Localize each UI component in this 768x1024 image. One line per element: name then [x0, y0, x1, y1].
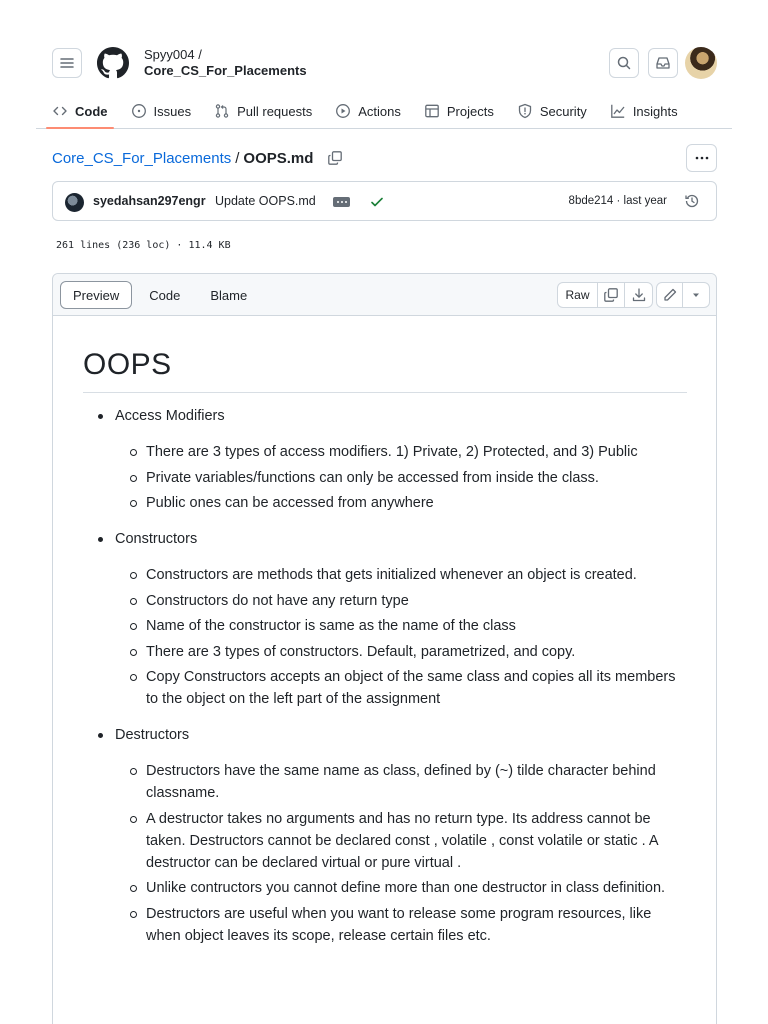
- repo-title[interactable]: [144, 47, 307, 79]
- file-viewer: [52, 273, 717, 1024]
- tab-insights[interactable]: [610, 94, 678, 128]
- tab-insights-label: Insights: [632, 103, 678, 119]
- sub-list: [115, 441, 687, 514]
- list-item: Unlike contructors you cannot define more than one destructor in class definition.: [115, 877, 687, 899]
- tab-actions[interactable]: [335, 94, 401, 128]
- search-button[interactable]: [609, 48, 639, 78]
- repo-nav-tabs: [52, 94, 701, 128]
- section-heading: Constructors: [115, 531, 198, 547]
- code-icon: [52, 103, 68, 119]
- list-item: Private variables/functions can only be accessed from inside the class.: [115, 467, 687, 489]
- commit-author-avatar[interactable]: [65, 193, 84, 212]
- search-icon: [616, 55, 632, 71]
- tab-pull-requests[interactable]: [214, 94, 312, 128]
- kebab-horizontal-icon: [694, 150, 710, 166]
- breadcrumb: [52, 146, 343, 170]
- list-item: There are 3 types of constructors. Default, parametrized, and copy.: [115, 641, 687, 663]
- history-icon[interactable]: [684, 193, 700, 209]
- list-item: There are 3 types of access modifiers. 1) Private, 2) Protected, and 3) Public: [115, 441, 687, 463]
- section-heading: Destructors: [115, 727, 190, 743]
- more-options-button[interactable]: [686, 144, 717, 172]
- tab-pull-requests-label: Pull requests: [237, 103, 313, 119]
- preview-button[interactable]: Preview: [60, 281, 132, 309]
- view-mode-selector: [60, 281, 264, 309]
- section-list: [83, 405, 687, 947]
- expand-commit-button[interactable]: [333, 197, 350, 207]
- tab-code-label: Code: [75, 103, 108, 119]
- breadcrumb-file-name: OOPS.md: [243, 149, 314, 167]
- list-item: Name of the constructor is same as the name of the class: [115, 615, 687, 637]
- file-toolbar: [53, 274, 716, 316]
- copy-icon: [603, 287, 619, 303]
- tab-security-label: Security: [539, 103, 587, 119]
- inbox-icon: [655, 55, 671, 71]
- commit-message[interactable]: Update OOPS.md: [215, 194, 316, 208]
- breadcrumb-repo-link[interactable]: Core_CS_For_Placements: [52, 149, 232, 167]
- list-item: Constructors do not have any return type: [115, 590, 687, 612]
- tab-security[interactable]: [517, 94, 587, 128]
- blame-button[interactable]: Blame: [210, 287, 248, 303]
- sub-list: [115, 760, 687, 947]
- triangle-down-icon: [690, 289, 702, 301]
- tab-projects-label: Projects: [446, 103, 494, 119]
- list-item: Destructors have the same name as class, defined by (~) tilde character behind classname.: [115, 760, 687, 804]
- menu-button[interactable]: [52, 48, 82, 78]
- breadcrumb-separator: /: [235, 149, 240, 167]
- copy-raw-button[interactable]: [598, 283, 625, 307]
- issue-icon: [131, 103, 147, 119]
- raw-actions-group: [557, 282, 653, 308]
- repo-owner[interactable]: Spyy004 /: [144, 47, 202, 62]
- download-button[interactable]: [625, 283, 652, 307]
- edit-actions-group: [656, 282, 710, 308]
- copy-icon: [327, 150, 343, 166]
- code-view-button[interactable]: Code: [149, 287, 181, 303]
- inbox-button[interactable]: [648, 48, 678, 78]
- play-icon: [335, 103, 351, 119]
- markdown-title: OOPS: [83, 346, 687, 393]
- github-logo-icon[interactable]: [97, 47, 129, 79]
- graph-icon: [610, 103, 626, 119]
- list-item: Public ones can be accessed from anywhere: [115, 492, 687, 514]
- edit-dropdown-button[interactable]: [683, 283, 709, 307]
- pencil-icon: [662, 287, 678, 303]
- hamburger-icon: [59, 55, 75, 71]
- shield-icon: [517, 103, 533, 119]
- raw-button[interactable]: Raw: [558, 283, 598, 307]
- sub-list: [115, 564, 687, 710]
- markdown-body: [83, 346, 687, 961]
- list-item: Constructors are methods that gets initialized whenever an object is created.: [115, 564, 687, 586]
- commit-author[interactable]: syedahsan297engr: [93, 194, 206, 208]
- tab-projects[interactable]: [424, 94, 494, 128]
- repo-name[interactable]: Core_CS_For_Placements: [144, 63, 307, 78]
- download-icon: [631, 287, 647, 303]
- table-icon: [424, 103, 440, 119]
- list-item: A destructor takes no arguments and has no return type. Its address cannot be taken. Destructors cannot be declared const , volatile , const volatile or static . A destructor can be declared virtual or pure virtual .: [115, 808, 687, 874]
- tab-code[interactable]: [52, 94, 108, 128]
- tab-issues[interactable]: [131, 94, 192, 128]
- commit-sha-time[interactable]: 8bde214 · last year: [568, 195, 667, 207]
- latest-commit-bar: [52, 181, 717, 221]
- copy-path-button[interactable]: [327, 150, 343, 166]
- tab-issues-label: Issues: [153, 103, 192, 119]
- section-item: [83, 724, 687, 947]
- file-meta: 261 lines (236 loc) · 11.4 KB: [56, 240, 231, 251]
- list-item: Copy Constructors accepts an object of the same class and copies all its members to the object on the left part of the assignment: [115, 666, 687, 710]
- section-heading: Access Modifiers: [115, 408, 225, 424]
- repo-header: [36, 32, 732, 129]
- tab-actions-label: Actions: [358, 103, 401, 119]
- edit-button[interactable]: [657, 283, 683, 307]
- list-item: Destructors are useful when you want to release some program resources, like when object leaves its scope, release certain files etc.: [115, 903, 687, 947]
- pull-request-icon: [214, 103, 230, 119]
- section-item: [83, 528, 687, 710]
- check-icon[interactable]: [369, 194, 385, 210]
- user-avatar[interactable]: [685, 47, 717, 79]
- section-item: [83, 405, 687, 514]
